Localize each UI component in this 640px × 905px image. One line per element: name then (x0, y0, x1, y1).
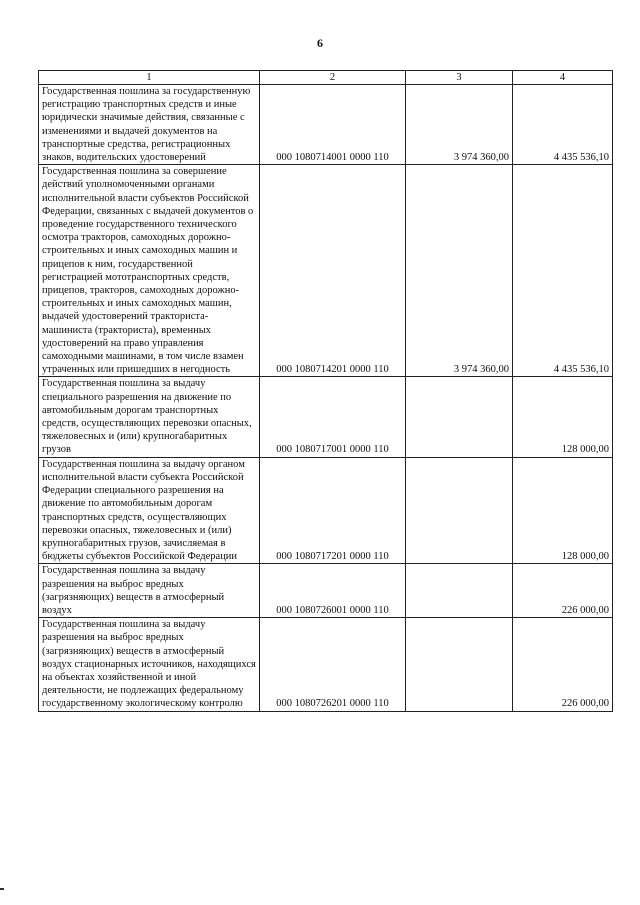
scan-edge-mark (0, 888, 4, 890)
amount-col4-cell: 226 000,00 (513, 564, 613, 618)
amount-col3-cell (406, 457, 513, 564)
budget-code-cell: 000 1080714001 0000 110 (260, 85, 406, 165)
amount-col3-cell (406, 564, 513, 618)
page-number: 6 (317, 36, 323, 50)
column-header: 2 (260, 71, 406, 85)
amount-col4-cell: 4 435 536,10 (513, 165, 613, 377)
revenue-name-cell: Государственная пошлина за выдачу разрешения на выброс вредных (загрязняющих) веществ в атмосферный воздух стационарных источников, находящихся на объектах хозяйственной и иной деятельности, не подлежащих федеральному государственному экологическому контролю (39, 618, 260, 711)
amount-col3-cell (406, 618, 513, 711)
column-header: 1 (39, 71, 260, 85)
revenue-name-cell: Государственная пошлина за государственную регистрацию транспортных средств и иные юридически значимые действия, связанные с изменениями и выдачей документов на транспортные средства, регистрационных знаков, водительских удостоверений (39, 85, 260, 165)
revenue-name-cell: Государственная пошлина за совершение действий уполномоченными органами исполнительной власти субъектов Российской Федерации, связанных с выдачей документов о проведение государственного технического осмотра тракторов, самоходных дорожно-строительных и иных самоходных машин и прицепов к ним, государственной регистрацией мототранспортных средств, прицепов, тракторов, самоходных дорожно-строительных и иных самоходных машин, выдачей удостоверений тракториста-машиниста (тракториста), временных удостоверений на право управления самоходными машинами, в том числе взамен утраченных или пришедших в негодность (39, 165, 260, 377)
table-row (39, 564, 613, 618)
revenue-name-cell: Государственная пошлина за выдачу органом исполнительной власти субъекта Российской Федерации специального разрешения на движение по автомобильным дорогам транспортных средств, осуществляющих перевозки опасных, тяжеловесных и (или) крупногабаритных грузов, зачисляемая в бюджеты субъектов Российской Федерации (39, 457, 260, 564)
table-row (39, 618, 613, 711)
budget-code-cell: 000 1080726001 0000 110 (260, 564, 406, 618)
budget-code-cell: 000 1080717201 0000 110 (260, 457, 406, 564)
amount-col3-cell (406, 377, 513, 457)
column-header: 3 (406, 71, 513, 85)
amount-col4-cell: 128 000,00 (513, 457, 613, 564)
header-row (39, 71, 613, 85)
amount-col4-cell: 226 000,00 (513, 618, 613, 711)
budget-code-cell: 000 1080726201 0000 110 (260, 618, 406, 711)
table-row (39, 165, 613, 377)
revenue-name-cell: Государственная пошлина за выдачу разрешения на выброс вредных (загрязняющих) веществ в атмосферный воздух (39, 564, 260, 618)
budget-code-cell: 000 1080717001 0000 110 (260, 377, 406, 457)
budget-table (38, 70, 613, 712)
table-row (39, 377, 613, 457)
budget-code-cell: 000 1080714201 0000 110 (260, 165, 406, 377)
amount-col4-cell: 128 000,00 (513, 377, 613, 457)
revenue-name-cell: Государственная пошлина за выдачу специального разрешения на движение по автомобильным дорогам транспортных средств, осуществляющих перевозки опасных, тяжеловесных и (или) крупногабаритных грузов (39, 377, 260, 457)
amount-col4-cell: 4 435 536,10 (513, 85, 613, 165)
table-row (39, 457, 613, 564)
table-row (39, 85, 613, 165)
amount-col3-cell: 3 974 360,00 (406, 165, 513, 377)
column-header: 4 (513, 71, 613, 85)
amount-col3-cell: 3 974 360,00 (406, 85, 513, 165)
